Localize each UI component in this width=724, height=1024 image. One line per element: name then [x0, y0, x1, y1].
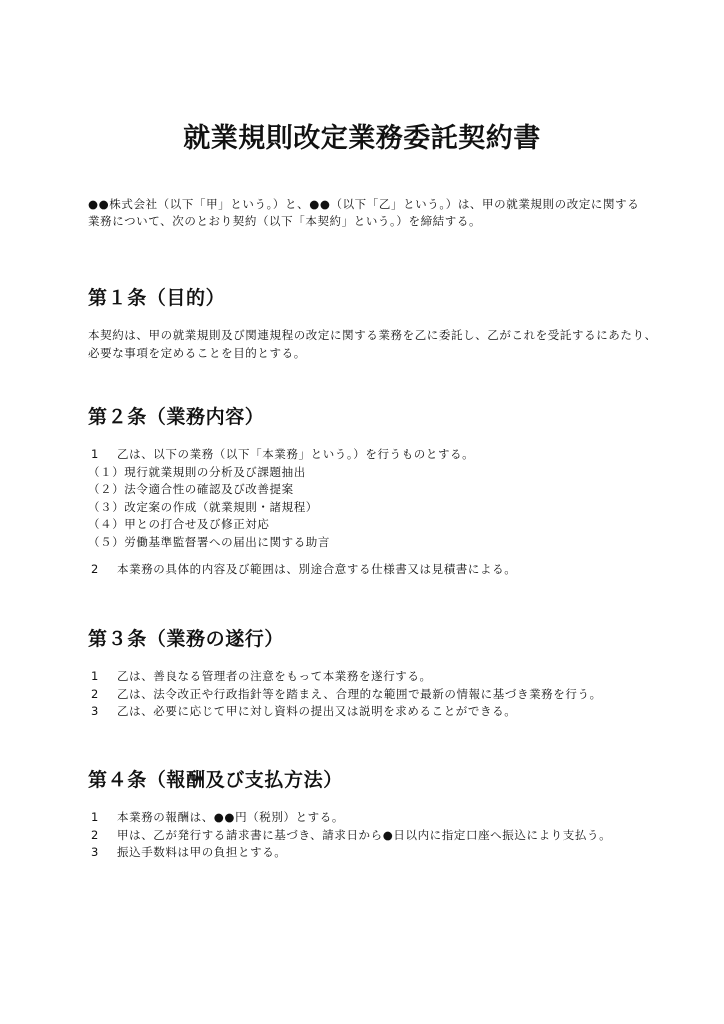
clause-text: 乙は、必要に応じて甲に対し資料の提出又は説明を求めることができる。 — [117, 704, 517, 718]
clause — [88, 844, 658, 862]
clause-number: 2 — [91, 562, 99, 576]
article-4 — [88, 768, 658, 862]
article-2 — [88, 405, 658, 579]
spacer — [88, 551, 658, 561]
list-item: （４）甲との打合せ及び修正対応 — [88, 517, 270, 531]
list-item: （３）改定案の作成（就業規則・諸規程） — [88, 499, 318, 514]
clause-number: 1 — [91, 810, 99, 824]
list-item: （５）労働基準監督署への届出に関する助言 — [88, 534, 330, 549]
clause — [88, 686, 658, 704]
list-item: （２）法令適合性の確認及び改善提案 — [88, 482, 294, 496]
clause-number: 2 — [91, 686, 99, 701]
clause — [88, 809, 658, 827]
clause-text: 乙は、法令改正や行政指針等を踏まえ、合理的な範囲で最新の情報に基づき業務を行う。 — [117, 686, 602, 701]
clause — [88, 703, 658, 721]
article-heading: 第２条（業務内容） — [88, 406, 265, 428]
clause-text: 乙は、以下の業務（以下「本業務」という。）を行うものとする。 — [117, 447, 475, 461]
clause-text: 本業務の報酬は、●●円（税別）とする。 — [117, 810, 344, 824]
article-body: 本契約は、甲の就業規則及び関連規程の改定に関する業務を乙に委託し、乙がこれを受託するにあたり、必要な事項を定めることを目的とする。 — [88, 328, 657, 360]
article-heading: 第１条（目的） — [88, 287, 226, 309]
clause — [88, 561, 658, 579]
article-3 — [88, 627, 658, 721]
article-1 — [88, 286, 658, 362]
clause-text: 振込手数料は甲の負担とする。 — [117, 845, 287, 859]
clause-number: 1 — [91, 447, 99, 461]
preamble-text: ●●株式会社（以下「甲」という。）と、●●（以下「乙」という。）は、甲の就業規則の改定に関する業務について、次のとおり契約（以下「本契約」という。）を締結する。 — [88, 197, 640, 228]
clause — [88, 668, 658, 686]
document-title: 就業規則改定業務委託契約書 — [183, 123, 541, 154]
clause — [88, 827, 658, 845]
clause — [88, 446, 658, 464]
clause-number: 3 — [91, 845, 99, 859]
clause-number: 2 — [91, 827, 99, 842]
article-heading: 第４条（報酬及び支払方法） — [88, 769, 343, 791]
clause-number: 1 — [91, 669, 99, 683]
list-item: （１）現行就業規則の分析及び課題抽出 — [88, 464, 306, 479]
clause-text: 甲は、乙が発行する請求書に基づき、請求日から●日以内に指定口座へ振込により支払う。 — [117, 827, 612, 842]
clause-text: 本業務の具体的内容及び範囲は、別途合意する仕様書又は見積書による。 — [117, 562, 517, 576]
clause-text: 乙は、善良なる管理者の注意をもって本業務を遂行する。 — [117, 669, 432, 683]
article-heading: 第３条（業務の遂行） — [88, 628, 285, 650]
clause-number: 3 — [91, 704, 99, 718]
